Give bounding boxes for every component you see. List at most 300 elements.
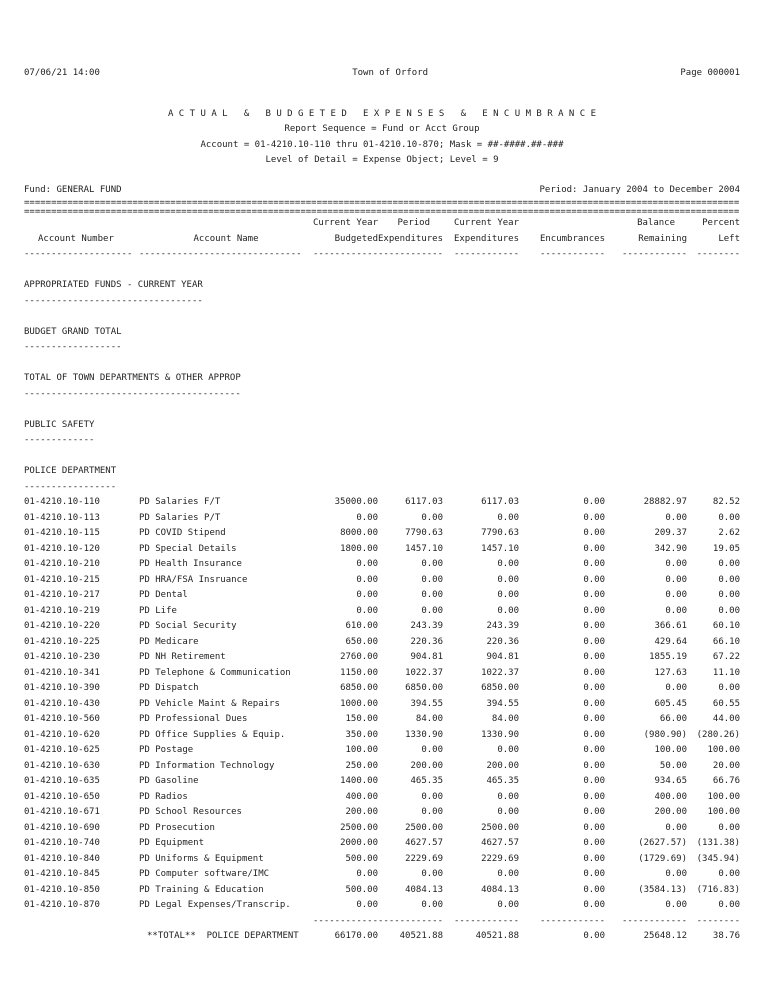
- account-name-cell: PD Health Insurance: [139, 559, 242, 569]
- cy-expenditures-cell: 465.35: [486, 776, 519, 786]
- period-expenditures-cell: 0.00: [421, 745, 443, 755]
- table-row: [24, 511, 740, 527]
- header-cell-balance: Balance: [637, 218, 675, 228]
- account-name-cell: PD Training & Education: [139, 884, 264, 895]
- budgeted-cell: 1400.00: [340, 776, 378, 786]
- encumbrances-cell: 0.00: [583, 729, 605, 740]
- budgeted-cell: 2500.00: [340, 822, 378, 833]
- period-expenditures-cell: 0.00: [421, 559, 443, 569]
- header-cell-account-name: Account Name: [193, 233, 259, 244]
- percent-left-cell: 44.00: [712, 714, 740, 724]
- account-number-cell: 01-4210.10-671: [24, 807, 100, 817]
- balance-remaining-cell: 400.00: [654, 791, 687, 802]
- period-expenditures-cell: 465.35: [410, 776, 443, 786]
- page-header: [24, 66, 740, 82]
- encumbrances-cell: 0.00: [583, 667, 605, 678]
- column-header-row-2: [24, 232, 740, 248]
- underline-cell: ------------: [539, 915, 605, 926]
- account-number-cell: 01-4210.10-740: [24, 838, 100, 848]
- cy-expenditures-cell: 394.55: [486, 698, 519, 709]
- balance-remaining-cell: 50.00: [659, 760, 687, 771]
- account-number-cell: 01-4210.10-840: [24, 853, 100, 864]
- period-expenditures-cell: 4084.13: [405, 884, 443, 895]
- header-cell-period: Period: [397, 218, 430, 228]
- cy-expenditures-cell: 0.00: [497, 605, 519, 616]
- table-row: [24, 821, 740, 837]
- account-name-cell: PD Salaries P/T: [139, 512, 221, 523]
- cy-expenditures-cell: 1330.90: [481, 729, 519, 740]
- report-table-body: [24, 495, 740, 914]
- section-label: PUBLIC SAFETY: [24, 419, 95, 430]
- underline-cell: --------: [696, 915, 740, 926]
- account-number-cell: 01-4210.10-870: [24, 900, 100, 910]
- balance-remaining-cell: 605.45: [654, 698, 687, 709]
- table-row: [24, 666, 740, 682]
- section-appropriated-funds: [24, 278, 740, 325]
- cy-expenditures-cell: 220.36: [486, 636, 519, 647]
- encumbrances-cell: 0.00: [583, 574, 605, 585]
- encumbrances-cell: 0.00: [583, 528, 605, 538]
- budgeted-cell: 250.00: [345, 760, 378, 771]
- balance-remaining-cell: 0.00: [665, 574, 687, 585]
- encumbrances-cell: 0.00: [583, 512, 605, 523]
- percent-left-cell: 100.00: [707, 807, 740, 817]
- budgeted-cell: 200.00: [345, 807, 378, 817]
- encumbrances-cell: 0.00: [583, 900, 605, 910]
- budgeted-cell: 100.00: [345, 745, 378, 755]
- balance-remaining-cell: 200.00: [654, 807, 687, 817]
- account-number-cell: 01-4210.10-110: [24, 497, 100, 507]
- section-underline: -----------------: [24, 481, 117, 492]
- percent-left-cell: (280.26): [696, 729, 740, 740]
- account-name-cell: PD Medicare: [139, 636, 199, 647]
- table-row: [24, 852, 740, 868]
- account-name-cell: PD Office Supplies & Equip.: [139, 729, 286, 740]
- account-name-cell: PD NH Retirement: [139, 652, 226, 662]
- account-number-cell: 01-4210.10-625: [24, 745, 100, 755]
- period-expenditures-cell: 0.00: [421, 900, 443, 910]
- header-cell-remaining: Remaining: [638, 233, 687, 244]
- table-row: [24, 883, 740, 899]
- section-label: TOTAL OF TOWN DEPARTMENTS & OTHER APPROP: [24, 373, 241, 383]
- balance-remaining-cell: 0.00: [665, 559, 687, 569]
- period-expenditures-cell: 243.39: [410, 621, 443, 631]
- account-name-cell: PD Salaries F/T: [139, 497, 221, 507]
- total-encumbrances-cell: 0.00: [583, 931, 605, 941]
- account-number-cell: 01-4210.10-341: [24, 667, 100, 678]
- percent-left-cell: 66.10: [712, 636, 740, 647]
- account-number-cell: 01-4210.10-390: [24, 683, 100, 693]
- total-budgeted-cell: 66170.00: [334, 931, 378, 941]
- account-name-cell: PD Legal Expenses/Transcrip.: [139, 900, 291, 910]
- cy-expenditures-cell: 2500.00: [481, 822, 519, 833]
- header-cell: [139, 216, 313, 232]
- account-number-cell: 01-4210.10-620: [24, 729, 100, 740]
- cy-expenditures-cell: 243.39: [486, 621, 519, 631]
- underline-cell: [24, 914, 139, 930]
- budgeted-cell: 0.00: [356, 900, 378, 910]
- encumbrances-cell: 0.00: [583, 683, 605, 693]
- budgeted-cell: 400.00: [345, 791, 378, 802]
- balance-remaining-cell: 0.00: [665, 900, 687, 910]
- percent-left-cell: (131.38): [696, 838, 740, 848]
- cy-expenditures-cell: 6850.00: [481, 683, 519, 693]
- account-number-cell: 01-4210.10-113: [24, 512, 100, 523]
- header-cell-percent: Percent: [702, 218, 740, 228]
- balance-remaining-cell: 934.65: [654, 776, 687, 786]
- encumbrances-cell: 0.00: [583, 822, 605, 833]
- table-row: [24, 712, 740, 728]
- cy-expenditures-cell: 0.00: [497, 869, 519, 879]
- underline-cell: ------------: [453, 249, 519, 259]
- balance-remaining-cell: 0.00: [665, 869, 687, 879]
- account-number-cell: 01-4210.10-225: [24, 636, 100, 647]
- percent-left-cell: 0.00: [718, 822, 740, 833]
- total-period-expenditures-cell: 40521.88: [399, 931, 443, 941]
- period-expenditures-cell: 220.36: [410, 636, 443, 647]
- separator-equals: ====================================================================================================================================: [24, 209, 740, 216]
- table-row: [24, 681, 740, 697]
- cy-expenditures-cell: 4084.13: [481, 884, 519, 895]
- header-cell-left: Left: [718, 233, 740, 244]
- account-name-cell: PD Social Security: [139, 621, 237, 631]
- table-row: [24, 790, 740, 806]
- account-name-cell: PD Radios: [139, 791, 188, 802]
- section-underline: -------------: [24, 435, 95, 445]
- printed-datetime: 07/06/21 14:00: [24, 68, 100, 78]
- table-row: [24, 542, 740, 558]
- table-row: [24, 619, 740, 635]
- balance-remaining-cell: 28882.97: [643, 497, 687, 507]
- period-label: Period: January 2004 to December 2004: [539, 184, 740, 195]
- encumbrances-cell: 0.00: [583, 621, 605, 631]
- encumbrances-cell: 0.00: [583, 869, 605, 879]
- period-expenditures-cell: 4627.57: [405, 838, 443, 848]
- underline-cell: ------------: [621, 249, 687, 259]
- total-row: [24, 929, 740, 945]
- budgeted-cell: 150.00: [345, 714, 378, 724]
- percent-left-cell: 0.00: [718, 869, 740, 879]
- account-name-cell: PD Postage: [139, 745, 194, 755]
- table-row: [24, 495, 740, 511]
- header-cell-expenditures: Expenditures: [378, 233, 443, 244]
- cy-expenditures-cell: 0.00: [497, 745, 519, 755]
- account-name-cell: PD Special Details: [139, 543, 237, 554]
- column-header-row-1: [24, 216, 740, 232]
- encumbrances-cell: 0.00: [583, 652, 605, 662]
- section-label: APPROPRIATED FUNDS - CURRENT YEAR: [24, 280, 203, 290]
- page-number: Page 000001: [680, 68, 740, 78]
- report-header: [24, 107, 740, 169]
- encumbrances-cell: 0.00: [583, 636, 605, 647]
- header-cell-account-number: Account Number: [38, 233, 114, 244]
- budgeted-cell: 0.00: [356, 590, 378, 600]
- account-number-cell: 01-4210.10-115: [24, 528, 100, 538]
- account-number-cell: 01-4210.10-650: [24, 791, 100, 802]
- period-expenditures-cell: 2500.00: [405, 822, 443, 833]
- underline-cell: ------------: [539, 249, 605, 259]
- underline-cell: ------------: [378, 915, 443, 926]
- encumbrances-cell: 0.00: [583, 853, 605, 864]
- period-expenditures-cell: 84.00: [415, 714, 443, 724]
- section-label: POLICE DEPARTMENT: [24, 466, 117, 476]
- table-row: [24, 635, 740, 651]
- budgeted-cell: 500.00: [345, 884, 378, 895]
- report-sequence-line: Report Sequence = Fund or Acct Group: [284, 124, 480, 134]
- underline-cell: ------------------------------: [139, 249, 302, 259]
- table-row: [24, 836, 740, 852]
- header-cell-current-year: Current Year: [313, 218, 378, 228]
- underline-cell: --------------------: [24, 249, 133, 259]
- percent-left-cell: 60.55: [712, 698, 740, 709]
- total-label: **TOTAL** POLICE DEPARTMENT: [147, 931, 299, 941]
- account-name-cell: PD Prosecution: [139, 822, 215, 833]
- encumbrances-cell: 0.00: [583, 543, 605, 554]
- period-expenditures-cell: 2229.69: [405, 853, 443, 864]
- cy-expenditures-cell: 4627.57: [481, 838, 519, 848]
- total-percent-left-cell: 38.76: [712, 931, 740, 941]
- cy-expenditures-cell: 0.00: [497, 512, 519, 523]
- total-balance-remaining-cell: 25648.12: [643, 931, 687, 941]
- budgeted-cell: 0.00: [356, 869, 378, 879]
- percent-left-cell: 0.00: [718, 574, 740, 585]
- account-number-cell: 01-4210.10-217: [24, 590, 100, 600]
- balance-remaining-cell: 0.00: [665, 822, 687, 833]
- account-name-cell: PD Dental: [139, 590, 188, 600]
- account-number-cell: 01-4210.10-219: [24, 605, 100, 616]
- encumbrances-cell: 0.00: [583, 559, 605, 569]
- account-name-cell: PD Uniforms & Equipment: [139, 853, 264, 864]
- account-number-cell: 01-4210.10-690: [24, 822, 100, 833]
- percent-left-cell: 0.00: [718, 512, 740, 523]
- cy-expenditures-cell: 200.00: [486, 760, 519, 771]
- section-underline: ----------------------------------------: [24, 388, 241, 399]
- period-expenditures-cell: 0.00: [421, 605, 443, 616]
- encumbrances-cell: 0.00: [583, 590, 605, 600]
- period-expenditures-cell: 1022.37: [405, 667, 443, 678]
- account-number-cell: 01-4210.10-430: [24, 698, 100, 709]
- budgeted-cell: 650.00: [345, 636, 378, 647]
- account-name-cell: PD Gasoline: [139, 776, 199, 786]
- encumbrances-cell: 0.00: [583, 497, 605, 507]
- underline-cell: ------------: [453, 915, 519, 926]
- account-number-cell: 01-4210.10-210: [24, 559, 100, 569]
- encumbrances-cell: 0.00: [583, 605, 605, 616]
- balance-remaining-cell: (980.90): [643, 729, 687, 740]
- balance-remaining-cell: 66.00: [659, 714, 687, 724]
- period-expenditures-cell: 1457.10: [405, 543, 443, 554]
- section-police-department: [24, 464, 740, 495]
- section-underline: ---------------------------------: [24, 295, 203, 306]
- account-number-cell: 01-4210.10-845: [24, 869, 100, 879]
- period-expenditures-cell: 904.81: [410, 652, 443, 662]
- encumbrances-cell: 0.00: [583, 760, 605, 771]
- percent-left-cell: 100.00: [707, 791, 740, 802]
- table-row: [24, 573, 740, 589]
- budgeted-cell: 1150.00: [340, 667, 378, 678]
- cy-expenditures-cell: 84.00: [491, 714, 519, 724]
- account-name-cell: PD HRA/FSA Insruance: [139, 574, 248, 585]
- budgeted-cell: 2000.00: [340, 838, 378, 848]
- budgeted-cell: 500.00: [345, 853, 378, 864]
- table-row: [24, 604, 740, 620]
- total-cy-expenditures-cell: 40521.88: [475, 931, 519, 941]
- table-row: [24, 526, 740, 542]
- period-expenditures-cell: 6117.03: [405, 497, 443, 507]
- separator-equals: ====================================================================================================================================: [24, 200, 740, 207]
- period-expenditures-cell: 394.55: [410, 698, 443, 709]
- period-expenditures-cell: 0.00: [421, 590, 443, 600]
- account-name-cell: PD Telephone & Communication: [139, 667, 291, 678]
- table-row: [24, 650, 740, 666]
- percent-left-cell: 2.62: [718, 528, 740, 538]
- period-expenditures-cell: 0.00: [421, 512, 443, 523]
- account-number-cell: 01-4210.10-215: [24, 574, 100, 585]
- table-row: [24, 557, 740, 573]
- percent-left-cell: 66.76: [712, 776, 740, 786]
- account-number-cell: 01-4210.10-850: [24, 884, 100, 895]
- account-name-cell: PD Life: [139, 605, 177, 616]
- cy-expenditures-cell: 0.00: [497, 590, 519, 600]
- section-label: BUDGET GRAND TOTAL: [24, 326, 122, 337]
- percent-left-cell: 0.00: [718, 590, 740, 600]
- account-number-cell: 01-4210.10-230: [24, 652, 100, 662]
- section-public-safety: [24, 418, 740, 465]
- table-row: [24, 898, 740, 914]
- account-name-cell: PD Information Technology: [139, 760, 275, 771]
- report-title: A C T U A L & B U D G E T E D E X P E N S E S & E N C U M B R A N C E: [167, 108, 597, 119]
- period-expenditures-cell: 0.00: [421, 791, 443, 802]
- balance-remaining-cell: 0.00: [665, 683, 687, 693]
- percent-left-cell: 20.00: [712, 760, 740, 771]
- balance-remaining-cell: (2627.57): [638, 838, 687, 848]
- table-row: [24, 588, 740, 604]
- cy-expenditures-cell: 904.81: [486, 652, 519, 662]
- budgeted-cell: 35000.00: [334, 497, 378, 507]
- account-name-cell: PD Equipment: [139, 838, 205, 848]
- account-number-cell: 01-4210.10-560: [24, 714, 100, 724]
- percent-left-cell: 0.00: [718, 683, 740, 693]
- encumbrances-cell: 0.00: [583, 791, 605, 802]
- percent-left-cell: (345.94): [696, 853, 740, 864]
- table-row: [24, 697, 740, 713]
- budgeted-cell: 610.00: [345, 621, 378, 631]
- balance-remaining-cell: 0.00: [665, 512, 687, 523]
- underline-cell: ------------: [621, 915, 687, 926]
- header-cell-encumbrances: Encumbrances: [539, 233, 605, 244]
- cy-expenditures-cell: 6117.03: [481, 497, 519, 507]
- encumbrances-cell: 0.00: [583, 714, 605, 724]
- period-expenditures-cell: 6850.00: [405, 683, 443, 693]
- account-name-cell: PD Computer software/IMC: [139, 869, 270, 879]
- account-number-cell: 01-4210.10-220: [24, 621, 100, 631]
- balance-remaining-cell: 342.90: [654, 543, 687, 554]
- balance-remaining-cell: 100.00: [654, 745, 687, 755]
- section-budget-grand-total: [24, 325, 740, 372]
- balance-remaining-cell: 0.00: [665, 590, 687, 600]
- balance-remaining-cell: (3584.13): [638, 884, 687, 895]
- table-row: [24, 728, 740, 744]
- balance-remaining-cell: 429.64: [654, 636, 687, 647]
- cy-expenditures-cell: 0.00: [497, 559, 519, 569]
- account-name-cell: PD COVID Stipend: [139, 528, 226, 538]
- encumbrances-cell: 0.00: [583, 807, 605, 817]
- encumbrances-cell: 0.00: [583, 745, 605, 755]
- percent-left-cell: 0.00: [718, 605, 740, 616]
- balance-remaining-cell: 1855.19: [649, 652, 687, 662]
- percent-left-cell: (716.83): [696, 884, 740, 895]
- section-underline: ------------------: [24, 342, 122, 352]
- total-underline-row: [24, 914, 740, 930]
- column-underline-row: [24, 247, 740, 263]
- percent-left-cell: 0.00: [718, 559, 740, 569]
- underline-cell: --------: [696, 249, 740, 259]
- table-row: [24, 774, 740, 790]
- balance-remaining-cell: 209.37: [654, 528, 687, 538]
- period-expenditures-cell: 1330.90: [405, 729, 443, 740]
- percent-left-cell: 82.52: [712, 497, 740, 507]
- account-name-cell: PD Professional Dues: [139, 714, 248, 724]
- percent-left-cell: 100.00: [707, 745, 740, 755]
- balance-remaining-cell: 127.63: [654, 667, 687, 678]
- budgeted-cell: 2760.00: [340, 652, 378, 662]
- period-expenditures-cell: 7790.63: [405, 528, 443, 538]
- budgeted-cell: 0.00: [356, 574, 378, 585]
- budgeted-cell: 0.00: [356, 512, 378, 523]
- header-cell-expenditures: Expenditures: [453, 233, 519, 244]
- budgeted-cell: 350.00: [345, 729, 378, 740]
- period-expenditures-cell: 0.00: [421, 574, 443, 585]
- header-cell: [24, 216, 139, 232]
- cy-expenditures-cell: 1022.37: [481, 667, 519, 678]
- underline-cell: ------------: [313, 915, 378, 926]
- account-name-cell: PD Vehicle Maint & Repairs: [139, 698, 280, 709]
- header-cell-budgeted: Budgeted: [334, 233, 378, 244]
- account-number-cell: 01-4210.10-120: [24, 543, 100, 554]
- encumbrances-cell: 0.00: [583, 838, 605, 848]
- balance-remaining-cell: (1729.69): [638, 853, 687, 864]
- fund-period-row: [24, 183, 740, 199]
- table-row: [24, 805, 740, 821]
- balance-remaining-cell: 0.00: [665, 605, 687, 616]
- cy-expenditures-cell: 0.00: [497, 900, 519, 910]
- underline-cell: ------------: [313, 249, 378, 259]
- encumbrances-cell: 0.00: [583, 698, 605, 709]
- percent-left-cell: 11.10: [712, 667, 740, 678]
- percent-left-cell: 60.10: [712, 621, 740, 631]
- fund-label: Fund: GENERAL FUND: [24, 184, 122, 195]
- budgeted-cell: 1800.00: [340, 543, 378, 554]
- balance-remaining-cell: 366.61: [654, 621, 687, 631]
- table-row: [24, 759, 740, 775]
- header-cell-current-year: Current Year: [453, 218, 519, 228]
- budgeted-cell: 8000.00: [340, 528, 378, 538]
- account-name-cell: PD School Resources: [139, 807, 242, 817]
- table-row: [24, 743, 740, 759]
- percent-left-cell: 19.05: [712, 543, 740, 554]
- period-expenditures-cell: 200.00: [410, 760, 443, 771]
- encumbrances-cell: 0.00: [583, 884, 605, 895]
- period-expenditures-cell: 0.00: [421, 869, 443, 879]
- account-number-cell: 01-4210.10-635: [24, 776, 100, 786]
- budgeted-cell: 0.00: [356, 605, 378, 616]
- period-expenditures-cell: 0.00: [421, 807, 443, 817]
- budgeted-cell: 6850.00: [340, 683, 378, 693]
- cy-expenditures-cell: 0.00: [497, 574, 519, 585]
- section-total-town-departments: [24, 371, 740, 418]
- cy-expenditures-cell: 2229.69: [481, 853, 519, 864]
- cy-expenditures-cell: 1457.10: [481, 543, 519, 554]
